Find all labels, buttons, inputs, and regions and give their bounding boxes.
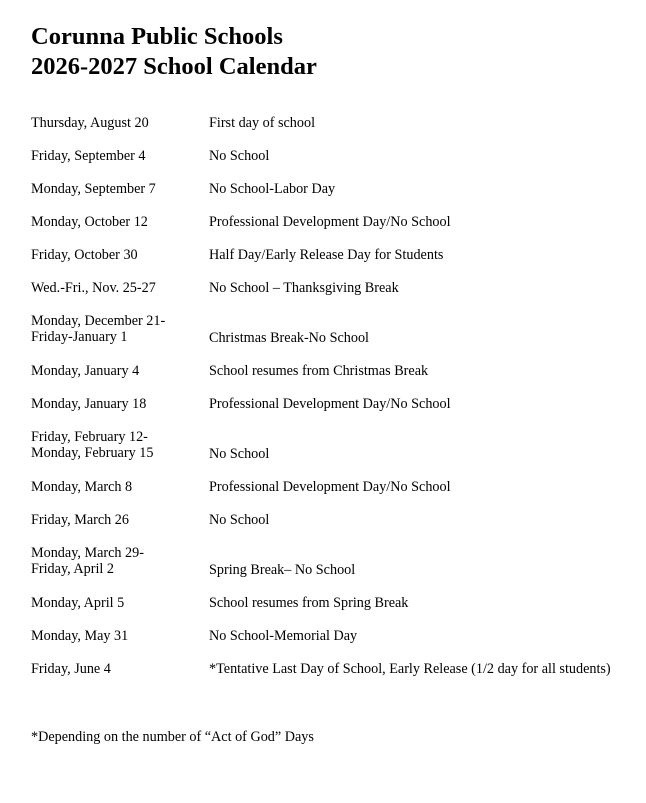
calendar-list	[31, 113, 631, 692]
calendar-row	[31, 427, 631, 477]
calendar-row-date	[31, 595, 206, 611]
calendar-row	[31, 179, 631, 212]
calendar-row-date-line: Monday, January 18	[31, 396, 147, 412]
calendar-row-event: *Tentative Last Day of School, Early Release (1/2 day for all students)	[209, 661, 611, 677]
calendar-row-date	[31, 181, 206, 197]
calendar-row-date-line: Monday, October 12	[31, 214, 148, 230]
footnote: *Depending on the number of “Act of God” Days	[31, 729, 314, 745]
calendar-row-date-line: Friday, September 4	[31, 148, 146, 164]
calendar-row-date-line: Monday, May 31	[31, 628, 129, 644]
title-calendar-year: 2026-2027 School Calendar	[31, 53, 317, 80]
calendar-row-event: Spring Break– No School	[209, 562, 356, 578]
calendar-row-date	[31, 628, 206, 644]
calendar-row-event: No School-Labor Day	[209, 181, 336, 197]
calendar-row-date	[31, 661, 206, 677]
calendar-row-date-line: Monday, December 21-	[31, 313, 166, 329]
calendar-row-date-line: Thursday, August 20	[31, 115, 149, 131]
calendar-row	[31, 311, 631, 361]
calendar-row-date	[31, 396, 206, 412]
calendar-row-date-line: Wed.-Fri., Nov. 25-27	[31, 280, 156, 296]
calendar-row-date	[31, 280, 206, 296]
calendar-row-date	[31, 512, 206, 528]
calendar-row-event: No School-Memorial Day	[209, 628, 358, 644]
title-school-name: Corunna Public Schools	[31, 23, 283, 50]
calendar-row-date-line: Friday, October 30	[31, 247, 138, 263]
calendar-row-event: School resumes from Christmas Break	[209, 363, 429, 379]
calendar-row-event: No School	[209, 148, 270, 164]
calendar-row-event: No School	[209, 512, 270, 528]
calendar-row-event: First day of school	[209, 115, 316, 131]
calendar-row	[31, 593, 631, 626]
calendar-row-event: School resumes from Spring Break	[209, 595, 409, 611]
calendar-row	[31, 543, 631, 593]
calendar-row-date	[31, 148, 206, 164]
calendar-row-date	[31, 313, 206, 345]
calendar-row-event: Professional Development Day/No School	[209, 479, 451, 495]
calendar-row-date-line: Monday, January 4	[31, 363, 140, 379]
calendar-row	[31, 212, 631, 245]
calendar-row	[31, 626, 631, 659]
calendar-row-event: No School – Thanksgiving Break	[209, 280, 399, 296]
calendar-row-date	[31, 247, 206, 263]
calendar-row-date-line: Monday, March 8	[31, 479, 133, 495]
calendar-row	[31, 394, 631, 427]
calendar-row-date-line: Monday, February 15	[31, 445, 154, 461]
calendar-row-event: No School	[209, 446, 270, 462]
calendar-row	[31, 245, 631, 278]
calendar-row	[31, 113, 631, 146]
calendar-row	[31, 278, 631, 311]
calendar-row	[31, 510, 631, 543]
calendar-row-date-line: Friday, March 26	[31, 512, 129, 528]
calendar-row-date	[31, 545, 206, 577]
page-title	[31, 22, 317, 82]
calendar-row-event: Professional Development Day/No School	[209, 214, 451, 230]
calendar-row-date-line: Monday, March 29-	[31, 545, 144, 561]
calendar-row-date-line: Friday-January 1	[31, 329, 128, 345]
calendar-row	[31, 477, 631, 510]
calendar-row-date-line: Friday, February 12-	[31, 429, 148, 445]
calendar-row-event: Half Day/Early Release Day for Students	[209, 247, 444, 263]
calendar-row-date	[31, 429, 206, 461]
calendar-row-event: Professional Development Day/No School	[209, 396, 451, 412]
calendar-row-date-line: Monday, September 7	[31, 181, 156, 197]
calendar-row	[31, 361, 631, 394]
calendar-row	[31, 659, 631, 692]
calendar-row-date-line: Monday, April 5	[31, 595, 125, 611]
calendar-row-date	[31, 479, 206, 495]
calendar-row-event: Christmas Break-No School	[209, 330, 369, 346]
calendar-row-date	[31, 214, 206, 230]
calendar-row-date-line: Friday, June 4	[31, 661, 111, 677]
calendar-row	[31, 146, 631, 179]
calendar-row-date-line: Friday, April 2	[31, 561, 115, 577]
calendar-row-date	[31, 115, 206, 131]
calendar-row-date	[31, 363, 206, 379]
